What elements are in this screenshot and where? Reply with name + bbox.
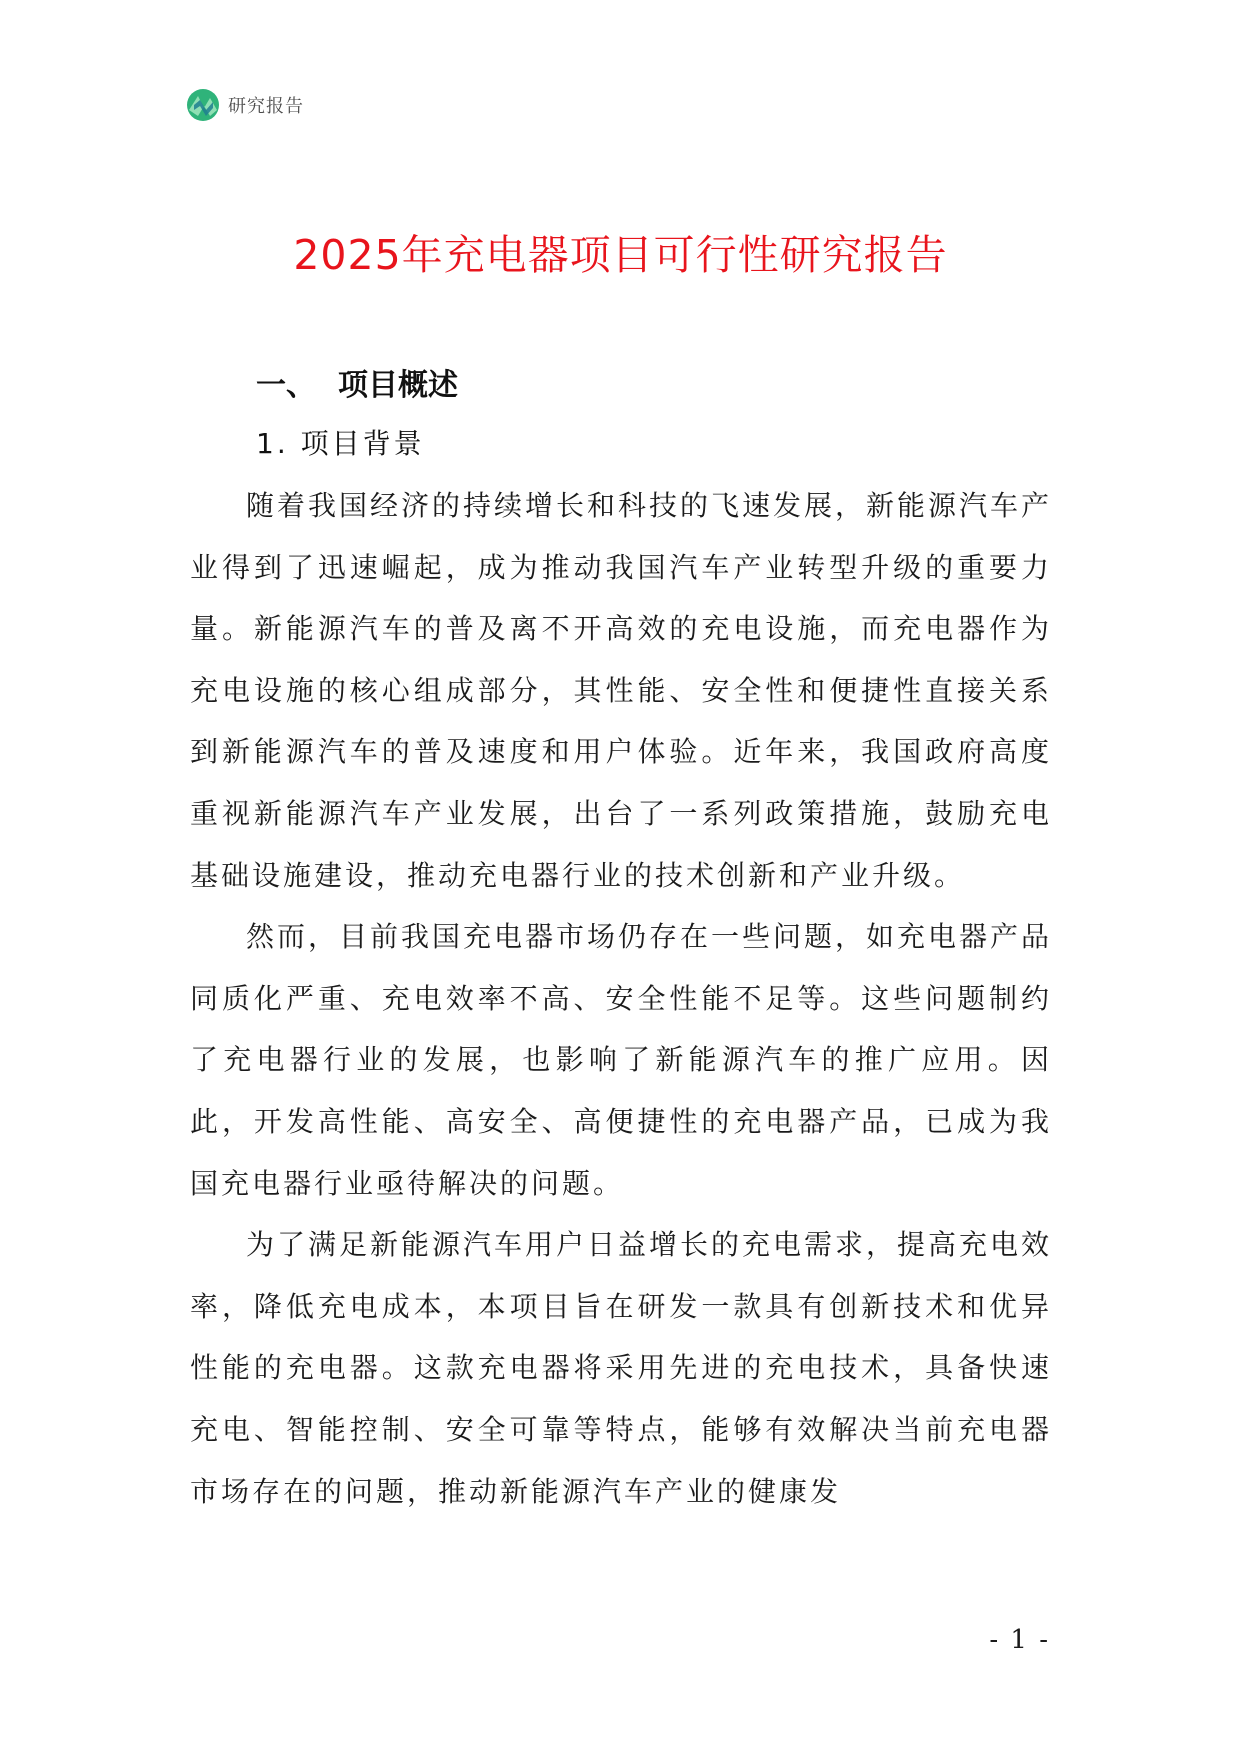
paragraph: 随着我国经济的持续增长和科技的飞速发展，新能源汽车产业得到了迅速崛起，成为推动我国汽车产业转型升级的重要力量。新能源汽车的普及离不开高效的充电设施，而充电器作为充电设施的核心组成部分，其性能、安全性和便捷性直接关系到新能源汽车的普及速度和用户体验。近年来，我国政府高度重视新能源汽车产业发展，出台了一系列政策措施，鼓励充电基础设施建设，推动充电器行业的技术创新和产业升级。 bbox=[190, 489, 1053, 892]
paragraph: 然而，目前我国充电器市场仍存在一些问题，如充电器产品同质化严重、充电效率不高、安全性能不足等。这些问题制约了充电器行业的发展，也影响了新能源汽车的推广应用。因此，开发高性能、高安全、高便捷性的充电器产品，已成为我国充电器行业亟待解决的问题。 bbox=[190, 920, 1053, 1200]
section-heading bbox=[256, 360, 458, 404]
section-number: 一、 bbox=[256, 368, 316, 403]
document-title: 2025年充电器项目可行性研究报告 bbox=[293, 231, 948, 279]
body-text bbox=[190, 475, 1052, 1522]
subsection-heading: 1. 项目背景 bbox=[256, 427, 425, 460]
section-title: 项目概述 bbox=[338, 368, 458, 403]
logo-icon bbox=[186, 88, 220, 122]
paragraph: 为了满足新能源汽车用户日益增长的充电需求，提高充电效率，降低充电成本，本项目旨在研发一款具有创新技术和优异性能的充电器。这款充电器将采用先进的充电技术，具备快速充电、智能控制、安全可靠等特点，能够有效解决当前充电器市场存在的问题，推动新能源汽车产业的健康发 bbox=[190, 1228, 1053, 1508]
page-number: - 1 - bbox=[989, 1625, 1050, 1655]
header-label: 研究报告 bbox=[228, 96, 304, 117]
document-header bbox=[186, 88, 304, 122]
